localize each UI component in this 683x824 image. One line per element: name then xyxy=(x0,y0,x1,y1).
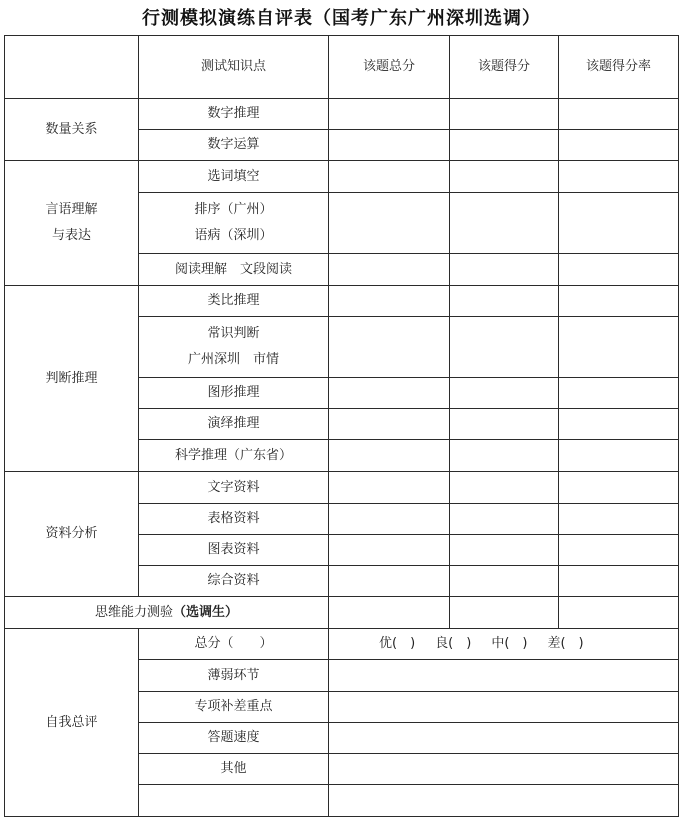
item-science-reasoning: 科学推理（广东省） xyxy=(139,440,329,472)
rate-input-cell[interactable] xyxy=(559,286,679,317)
header-category-cell xyxy=(5,36,139,99)
item-common-sense-line1: 常识判断 xyxy=(207,326,260,341)
item-common-sense xyxy=(139,317,329,378)
score-input-cell[interactable] xyxy=(450,254,559,286)
table-row xyxy=(5,99,679,130)
self-evaluation-table xyxy=(4,35,679,817)
page-title: 行测模拟演练自评表（国考广东广州深圳选调） xyxy=(142,8,541,29)
total-input-cell[interactable] xyxy=(329,130,450,161)
section-self-evaluation: 自我总评 xyxy=(5,629,139,817)
grade-options-cell[interactable] xyxy=(329,629,679,660)
section-judgment: 判断推理 xyxy=(5,286,139,472)
total-input-cell[interactable] xyxy=(329,254,450,286)
section-quant: 数量关系 xyxy=(5,99,139,161)
rate-input-cell[interactable] xyxy=(559,440,679,472)
total-input-cell[interactable] xyxy=(329,317,450,378)
rate-input-cell[interactable] xyxy=(559,504,679,535)
section-data: 资料分析 xyxy=(5,472,139,597)
score-input-cell[interactable] xyxy=(450,535,559,566)
rate-input-cell[interactable] xyxy=(559,597,679,629)
total-input-cell[interactable] xyxy=(329,504,450,535)
score-input-cell[interactable] xyxy=(450,472,559,504)
table-row xyxy=(5,472,679,504)
section-verbal-line1: 言语理解 xyxy=(45,202,98,217)
score-input-cell[interactable] xyxy=(450,440,559,472)
total-input-cell[interactable] xyxy=(329,161,450,193)
item-graphic-reasoning: 图形推理 xyxy=(139,378,329,409)
total-input-cell[interactable] xyxy=(329,193,450,254)
section-verbal xyxy=(5,161,139,286)
total-input-cell[interactable] xyxy=(329,378,450,409)
header-score-rate: 该题得分率 xyxy=(559,36,679,99)
answer-speed-input-cell[interactable] xyxy=(329,723,679,754)
rate-input-cell[interactable] xyxy=(559,317,679,378)
item-answer-speed: 答题速度 xyxy=(139,723,329,754)
section-thinking-label: 思维能力测验 xyxy=(94,604,173,620)
rate-input-cell[interactable] xyxy=(559,409,679,440)
score-input-cell[interactable] xyxy=(450,317,559,378)
rate-input-cell[interactable] xyxy=(559,193,679,254)
total-input-cell[interactable] xyxy=(329,535,450,566)
table-row xyxy=(5,161,679,193)
score-input-cell[interactable] xyxy=(450,409,559,440)
item-ordering-grammar xyxy=(139,193,329,254)
score-input-cell[interactable] xyxy=(450,130,559,161)
header-knowledge: 测试知识点 xyxy=(139,36,329,99)
other-input-cell[interactable] xyxy=(329,754,679,785)
weak-points-input-cell[interactable] xyxy=(329,660,679,692)
total-input-cell[interactable] xyxy=(329,99,450,130)
item-reading: 阅读理解 文段阅读 xyxy=(139,254,329,286)
score-input-cell[interactable] xyxy=(450,566,559,597)
rate-input-cell[interactable] xyxy=(559,161,679,193)
score-input-cell[interactable] xyxy=(450,286,559,317)
table-row xyxy=(5,629,679,660)
header-total-score: 该题总分 xyxy=(329,36,450,99)
item-chart-data: 图表资料 xyxy=(139,535,329,566)
rate-input-cell[interactable] xyxy=(559,566,679,597)
section-verbal-line2: 与表达 xyxy=(51,228,91,243)
item-deductive-reasoning: 演绎推理 xyxy=(139,409,329,440)
score-input-cell[interactable] xyxy=(450,161,559,193)
rate-input-cell[interactable] xyxy=(559,99,679,130)
score-input-cell[interactable] xyxy=(450,504,559,535)
item-ordering: 排序（广州） xyxy=(194,202,273,217)
item-common-sense-line2: 广州深圳 市情 xyxy=(187,352,279,367)
grade-good[interactable]: 良( ) xyxy=(435,636,472,651)
item-other: 其他 xyxy=(139,754,329,785)
score-input-cell[interactable] xyxy=(450,378,559,409)
score-input-cell[interactable] xyxy=(450,99,559,130)
item-table-data: 表格资料 xyxy=(139,504,329,535)
remedial-focus-input-cell[interactable] xyxy=(329,692,679,723)
item-total-score: 总分（ ） xyxy=(139,629,329,660)
item-grammar: 语病（深圳） xyxy=(194,228,273,243)
score-input-cell[interactable] xyxy=(450,193,559,254)
item-word-fill: 选词填空 xyxy=(139,161,329,193)
rate-input-cell[interactable] xyxy=(559,535,679,566)
item-number-reasoning: 数字推理 xyxy=(139,99,329,130)
table-row xyxy=(5,286,679,317)
item-analogy: 类比推理 xyxy=(139,286,329,317)
grade-excellent[interactable]: 优( ) xyxy=(379,636,416,651)
section-thinking-bold: （选调生） xyxy=(173,604,239,620)
item-remedial-focus: 专项补差重点 xyxy=(139,692,329,723)
total-input-cell[interactable] xyxy=(329,566,450,597)
item-comprehensive-data: 综合资料 xyxy=(139,566,329,597)
total-input-cell[interactable] xyxy=(329,440,450,472)
item-text-data: 文字资料 xyxy=(139,472,329,504)
rate-input-cell[interactable] xyxy=(559,378,679,409)
item-weak-points: 薄弱环节 xyxy=(139,660,329,692)
rate-input-cell[interactable] xyxy=(559,472,679,504)
total-input-cell[interactable] xyxy=(329,472,450,504)
rate-input-cell[interactable] xyxy=(559,130,679,161)
section-thinking xyxy=(5,597,329,629)
empty-cell xyxy=(139,785,329,817)
table-row xyxy=(5,597,679,629)
grade-medium[interactable]: 中( ) xyxy=(491,636,528,651)
total-input-cell[interactable] xyxy=(329,409,450,440)
header-score: 该题得分 xyxy=(450,36,559,99)
grade-poor[interactable]: 差( ) xyxy=(547,636,584,651)
extra-input-cell[interactable] xyxy=(329,785,679,817)
item-number-operation: 数字运算 xyxy=(139,130,329,161)
score-input-cell[interactable] xyxy=(450,597,559,629)
total-input-cell[interactable] xyxy=(329,286,450,317)
total-input-cell[interactable] xyxy=(329,597,450,629)
rate-input-cell[interactable] xyxy=(559,254,679,286)
header-row xyxy=(5,36,679,99)
